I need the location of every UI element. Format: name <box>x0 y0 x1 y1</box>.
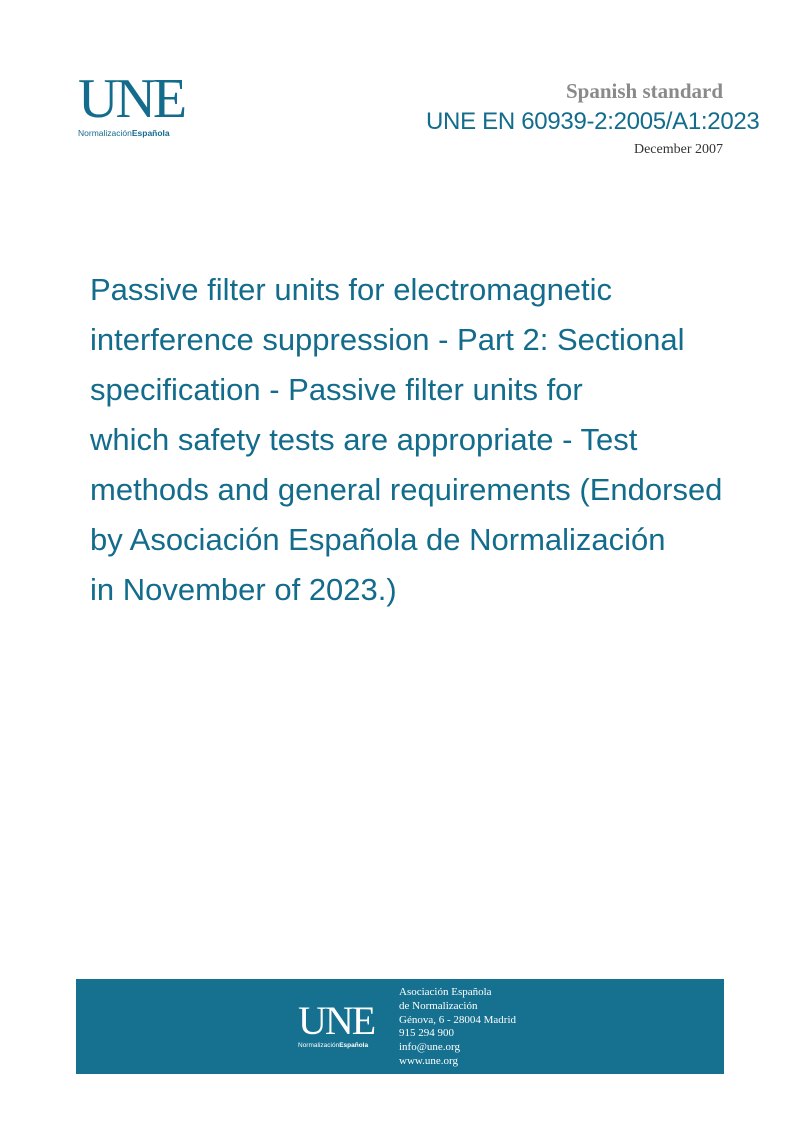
footer-address <box>399 986 516 1069</box>
address-line: Génova, 6 - 28004 Madrid <box>399 1013 517 1026</box>
phone-number: 915 294 900 <box>399 1027 454 1040</box>
email-address[interactable]: info@une.org <box>399 1041 460 1054</box>
website-address[interactable]: www.une.org <box>399 1054 458 1067</box>
title-line: which safety tests are appropriate - Test <box>90 422 638 457</box>
title-line: in November of 2023.) <box>90 572 397 607</box>
title-line: by Asociación Española de Normalización <box>90 522 666 557</box>
address-line: de Normalización <box>399 999 478 1012</box>
title-line: interference suppression - Part 2: Sectional <box>90 322 685 357</box>
standard-code: UNE EN 60939-2:2005/A1:2023 <box>426 108 760 135</box>
title-line: Passive filter units for electromagnetic <box>90 272 613 307</box>
footer-logo-mark: UNE <box>298 998 375 1043</box>
title-line: specification - Passive filter units for <box>90 372 583 407</box>
standard-date: December 2007 <box>633 142 723 157</box>
address-line: Asociación Española <box>399 986 492 998</box>
logo-subtitle-strong: Española <box>131 128 170 138</box>
footer-logo-subtitle-normal: Normalización <box>298 1042 340 1049</box>
une-logo <box>78 68 196 138</box>
footer-logo <box>298 998 388 1049</box>
footer-banner <box>76 979 724 1074</box>
standard-kind-block <box>566 78 723 104</box>
document-title <box>90 265 790 615</box>
logo-subtitle-normal: Normalización <box>78 128 132 138</box>
logo-mark: UNE <box>78 68 185 130</box>
standard-kind: Spanish standard <box>566 79 723 103</box>
title-line: methods and general requirements (Endorsed <box>90 472 723 507</box>
footer-logo-subtitle-strong: Española <box>339 1042 369 1049</box>
footer-logo-subtitle <box>298 1042 388 1049</box>
